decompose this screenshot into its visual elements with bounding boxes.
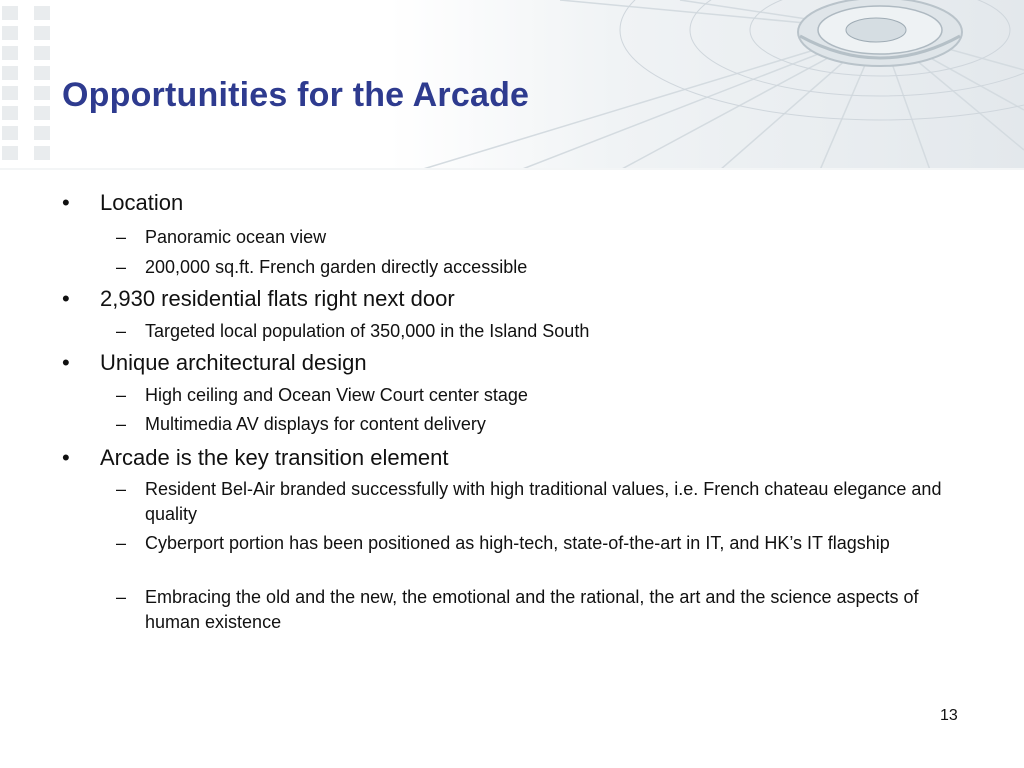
slide-title: Opportunities for the Arcade — [62, 76, 530, 114]
sub-text: Targeted local population of 350,000 in the Island South — [145, 321, 590, 341]
bullet-text: Location — [100, 190, 184, 215]
dash-marker: – — [116, 587, 127, 607]
bullet-text: 2,930 residential flats right next door — [100, 286, 455, 311]
dash-marker: – — [116, 533, 127, 553]
sub-text: Resident Bel-Air branded successfully with high traditional values, i.e. French chateau elegance and quality — [145, 479, 942, 524]
dome-shape — [798, 0, 962, 66]
sub-text: Panoramic ocean view — [145, 227, 327, 247]
bullet-marker: • — [62, 350, 70, 375]
bullet-marker: • — [62, 286, 70, 311]
sub-text: Cyberport portion has been positioned as high-tech, state-of-the-art in IT, and HK’s IT flagship — [145, 533, 890, 553]
bullet-text: Arcade is the key transition element — [100, 445, 449, 470]
bullet-text: Unique architectural design — [100, 350, 367, 375]
sub-text: High ceiling and Ocean View Court center stage — [145, 385, 528, 405]
sub-text: Embracing the old and the new, the emotional and the rational, the art and the science aspects of human existence — [145, 587, 919, 632]
page-number: 13 — [940, 707, 958, 724]
dash-marker: – — [116, 257, 127, 277]
bullet-marker: • — [62, 445, 70, 470]
bullet-marker: • — [62, 190, 70, 215]
pixel-pattern — [2, 6, 50, 160]
dash-marker: – — [116, 321, 127, 341]
dash-marker: – — [116, 479, 127, 499]
dash-marker: – — [116, 385, 127, 405]
dash-marker: – — [116, 227, 127, 247]
dash-marker: – — [116, 414, 127, 434]
sub-text: 200,000 sq.ft. French garden directly accessible — [145, 257, 528, 277]
sub-text: Multimedia AV displays for content delivery — [145, 414, 486, 434]
